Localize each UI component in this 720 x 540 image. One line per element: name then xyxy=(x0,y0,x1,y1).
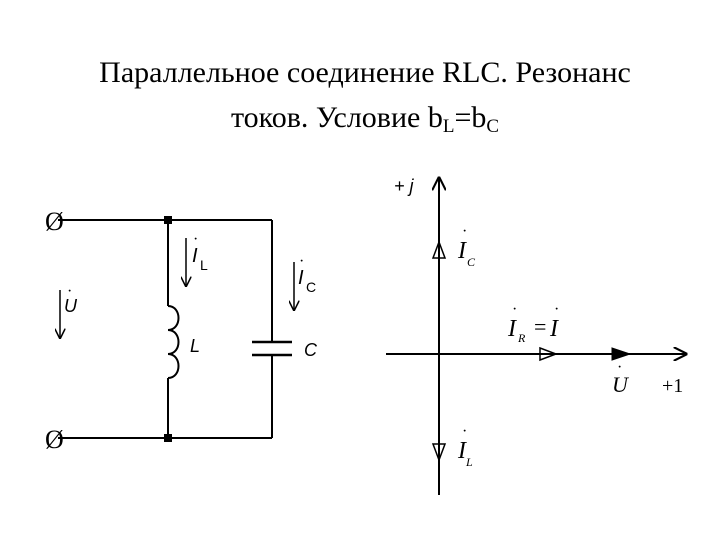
phasor-u-label: U xyxy=(612,372,628,397)
voltage-dot: · xyxy=(67,283,73,300)
phasor-equals: = xyxy=(534,314,547,339)
capacitor-label: C xyxy=(304,340,317,360)
phasor-ic-dot: · xyxy=(462,223,468,240)
phasor-i-label: I xyxy=(550,316,558,342)
ic-dot: · xyxy=(299,253,305,270)
terminal-top: Ø xyxy=(45,207,64,236)
ic-label: I xyxy=(298,267,304,289)
il-dot: · xyxy=(193,231,199,248)
title-line-1: Параллельное соединение RLC. Резонанс xyxy=(99,56,631,89)
phasor-ir-sub: R xyxy=(518,331,526,345)
title-equals: =b xyxy=(454,101,487,134)
title-sub-l: L xyxy=(442,116,455,137)
title-line-2-text: токов. Условие b xyxy=(230,101,443,134)
ic-sub: C xyxy=(306,279,317,295)
circuit-schematic xyxy=(58,216,294,442)
il-label: I xyxy=(192,245,198,267)
phasor-il-label: I xyxy=(458,438,466,464)
phasor-il-sub: L xyxy=(466,455,473,469)
phasor-ic-sub: C xyxy=(467,255,476,269)
inductor-label: L xyxy=(190,336,201,356)
voltage-label: U xyxy=(64,296,77,316)
real-axis-label: +1 xyxy=(662,375,684,397)
phasor-ic-label: I xyxy=(458,238,466,264)
phasor-ir-dot: · xyxy=(512,301,518,318)
il-sub: L xyxy=(200,257,208,273)
inductor-coil xyxy=(168,306,179,378)
phasor-il-dot: · xyxy=(462,423,468,440)
title-sub-c: C xyxy=(486,116,500,137)
junction-dot-bottom xyxy=(164,434,172,442)
junction-dot-top xyxy=(164,216,172,224)
terminal-bottom: Ø xyxy=(45,425,64,454)
phasor-u-dot: · xyxy=(617,359,623,376)
phasor-ir-label: I xyxy=(508,316,516,342)
imag-axis-label: + j xyxy=(394,176,414,196)
phasor-i-dot: · xyxy=(554,301,560,318)
